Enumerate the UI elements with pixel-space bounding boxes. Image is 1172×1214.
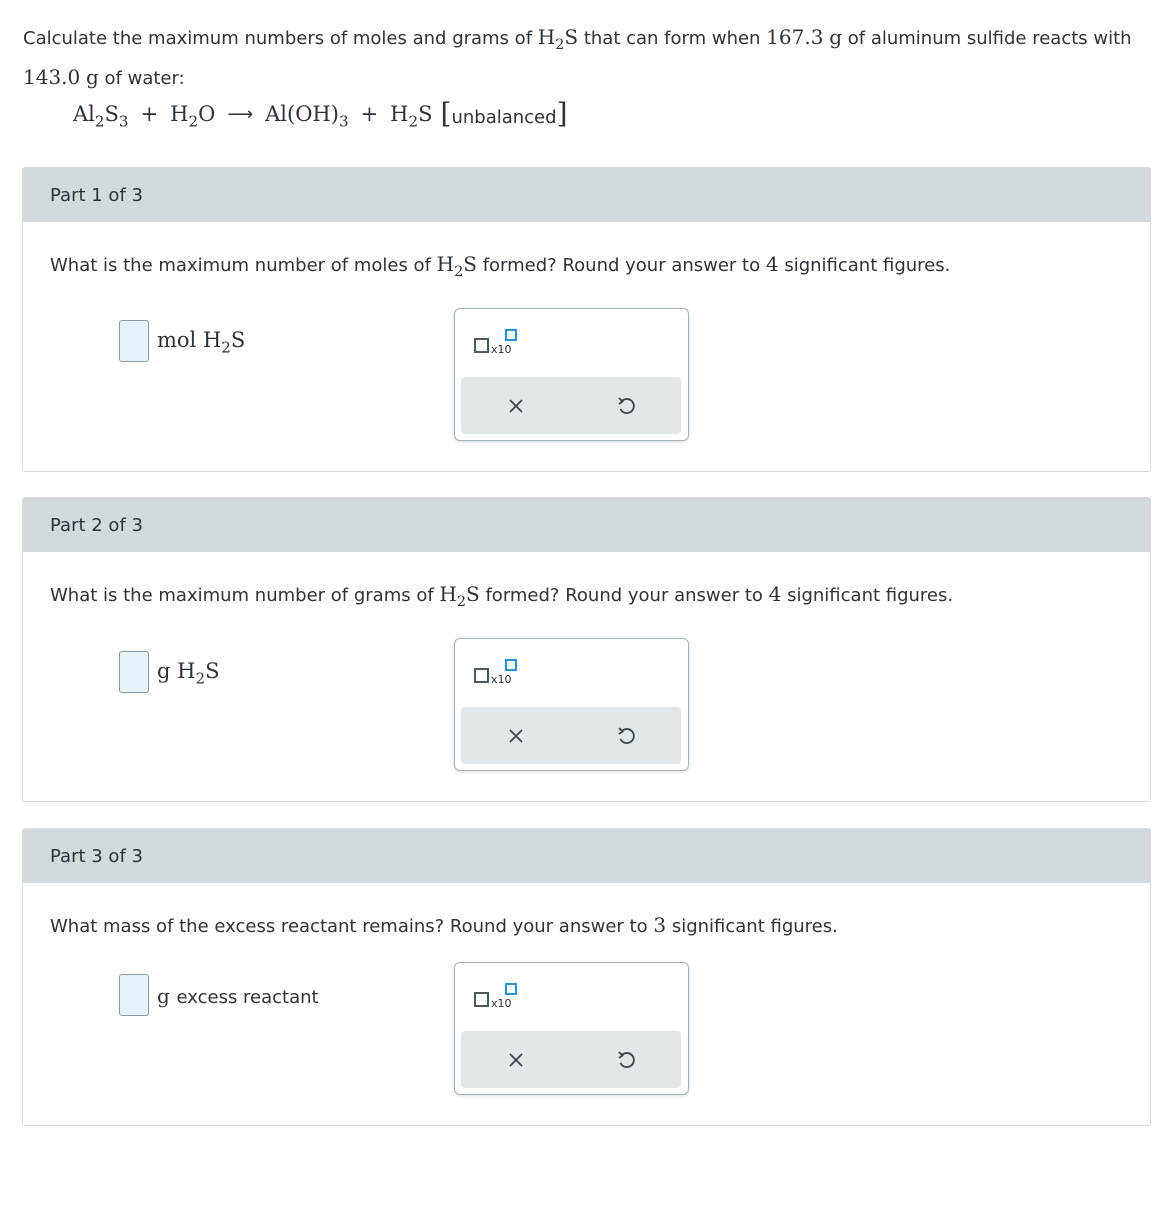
aloh3-formula: $Al(OH)_3$: [265, 102, 349, 131]
part-header: Part 3 of 3: [23, 829, 1150, 883]
answer-row: [119, 320, 245, 362]
undo-icon: [616, 726, 636, 746]
clear-button[interactable]: [501, 721, 531, 751]
reaction-arrow-icon: ⟶: [227, 103, 254, 125]
intro-text: of aluminum sulfide reacts with: [847, 28, 1132, 49]
action-bar: [461, 377, 681, 434]
action-bar: [461, 707, 681, 764]
intro-text: Calculate the maximum numbers of moles and grams of: [23, 28, 533, 49]
close-icon: [508, 398, 524, 414]
scientific-notation-button[interactable]: x10: [474, 332, 524, 362]
exponent-box-icon: [505, 329, 517, 341]
unit-g: g: [86, 65, 99, 89]
intro-text: of water:: [104, 68, 185, 89]
math-tool-panel: [454, 962, 689, 1095]
part-header: Part 1 of 3: [23, 168, 1150, 222]
part-1-panel: [22, 167, 1151, 472]
h2o-formula: $H_2O$: [170, 102, 216, 131]
answer-unit: g excess reactant: [157, 984, 319, 1008]
base-box-icon: [474, 338, 489, 353]
scientific-notation-button[interactable]: x10: [474, 662, 524, 692]
math-tool-panel: [454, 638, 689, 771]
answer-input[interactable]: [119, 651, 149, 693]
close-icon: [508, 1052, 524, 1068]
undo-button[interactable]: [611, 721, 641, 751]
exponent-box-icon: [505, 659, 517, 671]
problem-statement: [23, 18, 1143, 98]
unbalanced-note: [unbalanced]: [440, 97, 568, 130]
al2s3-mass: 167.3: [766, 25, 824, 49]
undo-button[interactable]: [611, 1045, 641, 1075]
answer-input[interactable]: [119, 320, 149, 362]
chemical-equation: [73, 97, 568, 131]
answer-unit: mol $H_2S$: [157, 328, 246, 357]
al2s3-formula: $Al_2S_3$: [73, 102, 129, 131]
plus-sign: +: [360, 102, 379, 126]
answer-row: [119, 974, 319, 1016]
exponent-box-icon: [505, 983, 517, 995]
part-question: What is the maximum number of grams of $H_2S$ formed? Round your answer to 4 significant figures.: [50, 582, 954, 611]
undo-button[interactable]: [611, 391, 641, 421]
unit-g: g: [829, 25, 843, 49]
answer-unit: g $H_2S$: [157, 659, 220, 688]
h2s-formula: $H_2S$: [537, 25, 579, 54]
clear-button[interactable]: [501, 1045, 531, 1075]
close-icon: [508, 728, 524, 744]
action-bar: [461, 1031, 681, 1088]
part-3-panel: [22, 828, 1151, 1126]
math-tool-panel: [454, 308, 689, 441]
undo-icon: [616, 396, 636, 416]
clear-button[interactable]: [501, 391, 531, 421]
plus-sign: +: [140, 102, 159, 126]
base-box-icon: [474, 992, 489, 1007]
answer-row: [119, 651, 219, 693]
h2s-product-formula: $H_2S$: [390, 102, 433, 131]
base-box-icon: [474, 668, 489, 683]
water-mass: 143.0: [23, 65, 81, 89]
scientific-notation-button[interactable]: x10: [474, 986, 524, 1016]
undo-icon: [616, 1050, 636, 1070]
part-2-panel: [22, 497, 1151, 802]
part-question: What is the maximum number of moles of $H_2S$ formed? Round your answer to 4 significant figures.: [50, 252, 951, 281]
part-question: What mass of the excess reactant remains? Round your answer to 3 significant figures.: [50, 913, 838, 937]
part-header: Part 2 of 3: [23, 498, 1150, 552]
intro-text: that can form when: [583, 28, 761, 49]
answer-input[interactable]: [119, 974, 149, 1016]
